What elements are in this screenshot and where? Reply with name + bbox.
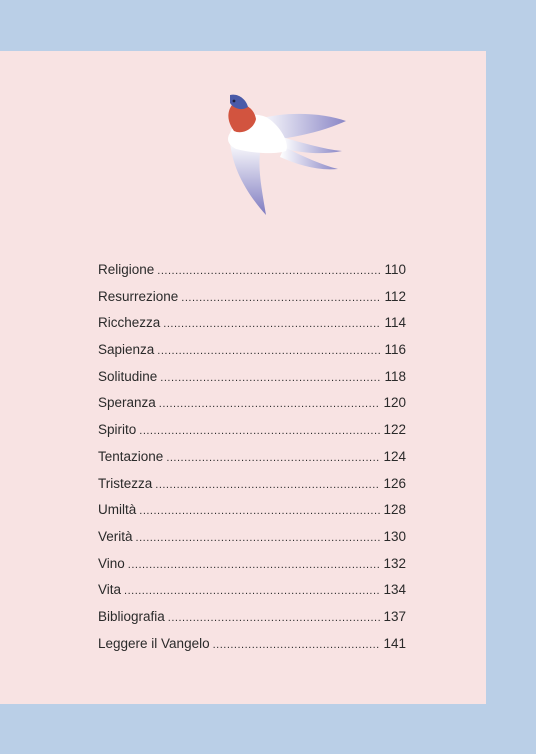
toc-entry[interactable] — [98, 497, 406, 524]
toc-entry-title: Tristezza — [98, 475, 153, 491]
toc-entry[interactable] — [98, 444, 406, 471]
toc-entry-title: Vita — [98, 582, 122, 598]
toc-entry-page: 110 — [384, 262, 406, 277]
toc-entry[interactable] — [98, 257, 406, 284]
toc-dot-leader — [136, 525, 381, 552]
toc-entry-page: 126 — [383, 475, 406, 491]
toc-dot-leader — [160, 365, 381, 392]
toc-dot-leader — [157, 338, 381, 365]
toc-entry[interactable] — [98, 364, 406, 391]
toc-entry-title: Religione — [98, 262, 155, 277]
toc-entry-title: Sapienza — [98, 342, 155, 358]
toc-dot-leader — [139, 498, 380, 525]
toc-entry-page: 116 — [384, 342, 406, 358]
toc-entry-page: 134 — [383, 582, 406, 598]
toc-entry[interactable] — [98, 284, 406, 311]
toc-entry[interactable] — [98, 631, 406, 658]
toc-entry-page: 137 — [383, 608, 406, 624]
toc-dot-leader — [181, 285, 381, 312]
toc-dot-leader — [159, 391, 381, 418]
toc-entry-title: Verità — [98, 528, 133, 544]
toc-entry[interactable] — [98, 551, 406, 578]
toc-entry-page: 130 — [383, 528, 406, 544]
toc-dot-leader — [157, 258, 381, 285]
toc-entry-page: 120 — [383, 395, 406, 411]
toc-dot-leader — [128, 552, 381, 579]
toc-entry-page: 141 — [383, 635, 406, 651]
toc-entry-page: 122 — [383, 422, 406, 438]
table-of-contents — [98, 257, 406, 657]
toc-dot-leader — [166, 445, 380, 472]
toc-dot-leader — [124, 578, 380, 605]
toc-entry-title: Umiltà — [98, 502, 137, 518]
toc-entry-page: 112 — [384, 288, 406, 304]
toc-dot-leader — [213, 632, 381, 659]
toc-dot-leader — [163, 311, 381, 338]
toc-entry-title: Speranza — [98, 395, 156, 411]
toc-entry[interactable] — [98, 390, 406, 417]
toc-entry[interactable] — [98, 577, 406, 604]
toc-dot-leader — [168, 605, 381, 632]
toc-entry[interactable] — [98, 471, 406, 498]
toc-entry[interactable] — [98, 604, 406, 631]
toc-entry-page: 128 — [383, 502, 406, 518]
toc-entry-title: Vino — [98, 555, 125, 571]
toc-entry-title: Solitudine — [98, 368, 158, 384]
toc-entry[interactable] — [98, 337, 406, 364]
toc-entry-title: Bibliografia — [98, 608, 165, 624]
toc-entry-title: Spirito — [98, 422, 137, 438]
toc-entry-title: Tentazione — [98, 448, 164, 464]
swallow-bird-icon — [218, 91, 350, 216]
toc-entry-page: 132 — [383, 555, 406, 571]
toc-entry-title: Resurrezione — [98, 288, 179, 304]
toc-entry[interactable] — [98, 524, 406, 551]
toc-entry-page: 114 — [384, 315, 406, 331]
book-page — [0, 51, 486, 704]
toc-entry-page: 118 — [384, 368, 406, 384]
toc-dot-leader — [155, 472, 380, 499]
toc-entry[interactable] — [98, 417, 406, 444]
toc-entry[interactable] — [98, 310, 406, 337]
toc-dot-leader — [139, 418, 380, 445]
toc-entry-title: Leggere il Vangelo — [98, 635, 210, 651]
toc-entry-page: 124 — [383, 448, 406, 464]
toc-entry-title: Ricchezza — [98, 315, 161, 331]
